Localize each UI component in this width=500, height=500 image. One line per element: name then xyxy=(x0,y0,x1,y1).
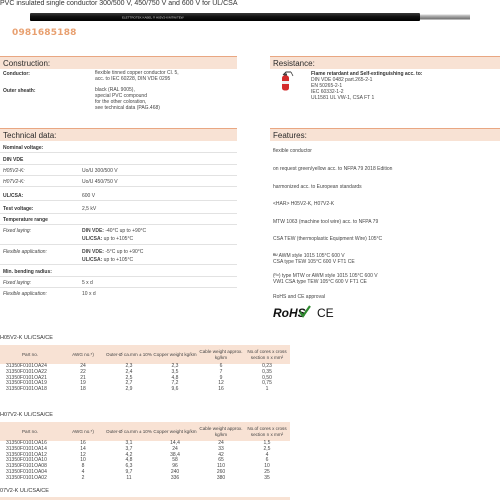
sheath-label: Outer sheath: xyxy=(3,88,36,94)
ulcsa-label: UL/CSA: xyxy=(3,193,24,199)
awg: 2 xyxy=(81,474,85,481)
outer-diameter: 2,7 xyxy=(125,380,133,387)
conductor-label: Conductor: xyxy=(3,71,30,77)
din-vde-tag: DIN VDE: xyxy=(82,249,104,255)
col-cores: No.of cores x cross section n x mm² xyxy=(244,345,290,364)
outer-diameter: 4,2 xyxy=(125,451,133,458)
table-row xyxy=(0,476,290,482)
bending-radius-label: Min. bending radius: xyxy=(3,269,52,275)
divider xyxy=(0,200,237,201)
awg: 24 xyxy=(80,363,86,369)
ulcsa-tag: UL/CSA: xyxy=(82,235,103,242)
resistance-line: DIN VDE 0482 part.265-2-1 xyxy=(311,77,373,83)
outer-diameter: 2,9 xyxy=(125,386,133,393)
cross-section: 0,75 xyxy=(262,380,272,387)
copper-weight: 38,4 xyxy=(170,451,180,458)
col-part-no: Part no. xyxy=(0,422,60,441)
col-part-no: Part no. xyxy=(0,345,60,364)
test-voltage-label: Test voltage: xyxy=(3,206,34,212)
table-h05v2k xyxy=(0,345,290,393)
part-number: 31350F0101OA16 xyxy=(6,440,47,446)
awm-line: CSA type TEW 105°C 600 V FT1 CE xyxy=(273,259,355,265)
rohs-ce-logo xyxy=(273,303,343,321)
copper-weight: 7,2 xyxy=(171,380,179,387)
divider xyxy=(0,224,237,225)
cable-weight: 7 xyxy=(219,368,223,375)
rohs-ce-approval: RoHS and CE approval xyxy=(273,294,325,300)
sheath-line: see technical data (PAG.468) xyxy=(95,105,160,111)
cross-section: 0,35 xyxy=(262,368,272,375)
ul-mark-icon: ᴿᵁ xyxy=(273,253,278,259)
awg: 18 xyxy=(80,386,86,393)
conductor-text xyxy=(95,70,179,82)
awm-approval xyxy=(273,253,355,265)
flex-ul-range: up to +105°C xyxy=(102,256,134,263)
resistance-line: UL1581 UL VW-1, CSA FT 1 xyxy=(311,95,375,101)
sheath-line: black (RAL 9005), xyxy=(95,87,135,93)
fixed-ul-range: up to +105°C xyxy=(102,235,134,242)
table-header-row xyxy=(0,345,290,364)
cross-section: 10 xyxy=(264,463,270,470)
awg: 4 xyxy=(81,468,85,475)
cross-section: 0,23 xyxy=(262,363,272,369)
fire-extinguisher-icon xyxy=(277,70,295,92)
resistance-standards xyxy=(311,77,374,101)
copper-weight: 3,5 xyxy=(171,368,179,375)
col-cores: No.of cores x cross section n x mm² xyxy=(244,422,290,441)
part-number: 31350F0101OA21 xyxy=(6,374,47,381)
part-number: 31350F0101OA02 xyxy=(6,474,47,481)
ur-line: VW1 CSA type TEW 105°C 600 V FT1 CE xyxy=(273,279,367,285)
awg: 8 xyxy=(81,463,85,470)
outer-diameter: 9,7 xyxy=(125,468,133,475)
part-number: 31350F0101OA24 xyxy=(6,363,47,369)
divider xyxy=(0,175,237,176)
copper-weight: 58 xyxy=(172,457,178,464)
awg: 10 xyxy=(80,457,86,464)
divider xyxy=(0,186,237,187)
cable-weight: 110 xyxy=(217,463,225,470)
col-awg: AWG no.*) xyxy=(60,345,106,364)
part-number: 31350F0101OA18 xyxy=(6,386,47,393)
bend-fixed-value: 5 x d xyxy=(82,280,93,286)
outer-diameter: 2,5 xyxy=(125,374,133,381)
din-vde-tag: DIN VDE: xyxy=(82,228,104,234)
cable-weight: 65 xyxy=(218,457,224,464)
awg: 14 xyxy=(80,445,86,452)
page-subtitle: PVC insulated single conductor 300/500 V, 450/750 V and 600 V for UL/CSA xyxy=(0,0,238,7)
col-cable-weight: Cable weight approx. kg/km xyxy=(198,422,244,441)
outer-diameter: 6,3 xyxy=(125,463,133,470)
cross-section: 6 xyxy=(265,457,269,464)
sheath-line: for the other coloration, xyxy=(95,99,147,105)
awg: 19 xyxy=(80,380,86,387)
col-copper-weight: Copper weight kg/km xyxy=(152,345,198,364)
cable-weight: 33 xyxy=(218,445,224,452)
part-number: 31350F0101OA10 xyxy=(6,457,47,464)
cross-section: 1,5 xyxy=(263,440,271,446)
outer-diameter: 4,8 xyxy=(125,457,133,464)
copper-weight: 336 xyxy=(170,474,180,481)
divider xyxy=(0,152,237,153)
bend-flex-value: 10 x d xyxy=(82,291,96,297)
cable-weight: 16 xyxy=(218,386,224,393)
cable-weight: 260 xyxy=(216,468,226,475)
part-number: 31350F0101OA22 xyxy=(6,368,47,375)
outer-diameter: 11 xyxy=(126,474,132,481)
h07-label: H07V2-K: xyxy=(3,179,25,185)
cable-sheath xyxy=(30,13,420,21)
copper-weight: 4,8 xyxy=(171,374,179,381)
cross-section: 35 xyxy=(264,474,270,481)
ce-logo: CE xyxy=(317,306,334,320)
table-h07v2k xyxy=(0,422,290,482)
cross-section: 25 xyxy=(264,468,270,475)
din-vde-label: DIN VDE xyxy=(3,157,24,163)
fixed-laying-label: Fixed laying: xyxy=(3,228,32,234)
part-number: 31350F0101OA08 xyxy=(6,463,47,470)
bend-fixed-label: Fixed laying: xyxy=(3,280,32,286)
ulcsa-tag: UL/CSA: xyxy=(82,256,103,263)
test-voltage-value: 2,5 kV xyxy=(82,206,97,212)
h07-value: Uo/U 450/750 V xyxy=(82,179,118,185)
conductor-line: acc. to IEC 60228, DIN VDE 0295 xyxy=(95,76,171,82)
resistance-heading: Resistance: xyxy=(270,56,500,69)
cable-weight: 380 xyxy=(216,474,226,481)
feature-item: <HAR> H05V2-K, H07V2-K xyxy=(273,201,335,207)
cross-section: 0,50 xyxy=(262,374,272,381)
resistance-line: EN 50265-2-1 xyxy=(311,83,343,89)
cross-section: 2,5 xyxy=(263,445,271,452)
watermark-phone: 0981685188 xyxy=(12,28,77,38)
ur-approval xyxy=(273,273,378,285)
features-heading: Features: xyxy=(270,128,500,141)
cable-weight: 24 xyxy=(218,440,224,446)
divider xyxy=(0,244,237,245)
outer-diameter: 3,1 xyxy=(125,440,133,446)
feature-item: CSA TEW (thermoplastic Equipment Wire) 105°C xyxy=(273,236,383,242)
table-title: 07V2-K UL/CSA/CE xyxy=(0,488,49,494)
divider xyxy=(0,264,237,265)
flexible-application-value xyxy=(82,249,143,263)
cable-weight: 12 xyxy=(218,380,224,387)
outer-diameter: 2,4 xyxy=(125,368,133,375)
fixed-laying-value xyxy=(82,228,146,242)
feature-item: harmonized acc. to European standards xyxy=(273,184,362,190)
col-outer-diameter: Outer-Ø ca.mm ± 10% xyxy=(106,422,152,441)
col-awg: AWG no.*) xyxy=(60,422,106,441)
part-number: 31350F0101OA14 xyxy=(6,445,47,452)
cable-image xyxy=(30,12,470,22)
flex-din-range: -5°C up to +90°C xyxy=(103,249,144,255)
table-header-row xyxy=(0,422,290,441)
h05-value: Uo/U 300/500 V xyxy=(82,168,118,174)
cross-section: 1 xyxy=(265,386,269,393)
feature-item: flexible conductor xyxy=(273,148,312,154)
cable-conductor xyxy=(420,15,470,20)
resistance-line: IEC 60332-1-2 xyxy=(311,89,344,95)
awg: 22 xyxy=(80,368,86,375)
temperature-range-label: Temperature range xyxy=(3,217,48,223)
outer-diameter: 2,3 xyxy=(125,363,133,369)
part-number: 31350F0101OA04 xyxy=(6,468,47,475)
part-number: 31350F0101OA19 xyxy=(6,380,47,387)
copper-weight: 96 xyxy=(172,463,178,470)
feature-item: MTW 1063 (machine tool wire) acc. to NFPA 79 xyxy=(273,219,379,225)
divider xyxy=(0,213,237,214)
col-cable-weight: Cable weight approx. kg/km xyxy=(198,345,244,364)
sheath-line: special PVC compound xyxy=(95,93,147,99)
divider xyxy=(0,164,237,165)
table-title: H07V2-K UL/CSA/CE xyxy=(0,412,53,418)
nominal-voltage-label: Nominal voltage: xyxy=(3,145,44,151)
sheath-text xyxy=(95,87,160,111)
col-copper-weight: Copper weight kg/km xyxy=(152,422,198,441)
construction-heading: Construction: xyxy=(0,56,237,69)
feature-item: on request green/yellow acc. to NFPA 79 2018 Edition xyxy=(273,166,393,172)
flexible-application-label: Flexible application: xyxy=(3,249,47,255)
copper-weight: 2,3 xyxy=(171,363,179,369)
fixed-din-range: -40°C up to +90°C xyxy=(103,228,147,234)
cross-section: 4 xyxy=(265,451,269,458)
part-number: 31350F0101OA12 xyxy=(6,451,47,458)
cable-weight: 9 xyxy=(219,374,223,381)
table-row xyxy=(0,387,290,393)
technical-heading: Technical data: xyxy=(0,128,237,141)
table-title: H05V2-K UL/CSA/CE xyxy=(0,335,53,341)
copper-weight: 240 xyxy=(170,468,180,475)
conductor-line: flexible tinned copper conductor Cl. 5, xyxy=(95,70,179,76)
cable-weight: 6 xyxy=(219,363,223,369)
bend-flex-label: Flexible application: xyxy=(3,291,47,297)
h05-label: H05V2-K: xyxy=(3,168,25,174)
awg: 12 xyxy=(80,451,86,458)
ur-line: (ᴿᵘ) type MTW or AWM style 1015 105°C 600 V xyxy=(273,273,378,279)
copper-weight: 24 xyxy=(172,445,178,452)
outer-diameter: 3,7 xyxy=(125,445,133,452)
copper-weight: 9,6 xyxy=(171,386,179,393)
divider xyxy=(0,276,237,277)
awg: 21 xyxy=(80,374,86,381)
ulcsa-value: 600 V xyxy=(82,193,96,199)
copper-weight: 14,4 xyxy=(170,440,180,446)
cable-weight: 42 xyxy=(218,451,224,458)
awg: 16 xyxy=(80,440,86,446)
rohs-logo: RoHS xyxy=(273,306,306,320)
divider xyxy=(0,287,237,288)
cable-print: ELETTROTEK KABEL ® H05V2-K/MTW/TEW xyxy=(122,15,184,20)
resistance-title: Flame retardant and Self-extinguishing acc. to: xyxy=(311,71,423,77)
col-outer-diameter: Outer-Ø ca.mm ± 10% xyxy=(106,345,152,364)
awm-line: AWM style 1015 105°C 600 V xyxy=(278,253,345,259)
